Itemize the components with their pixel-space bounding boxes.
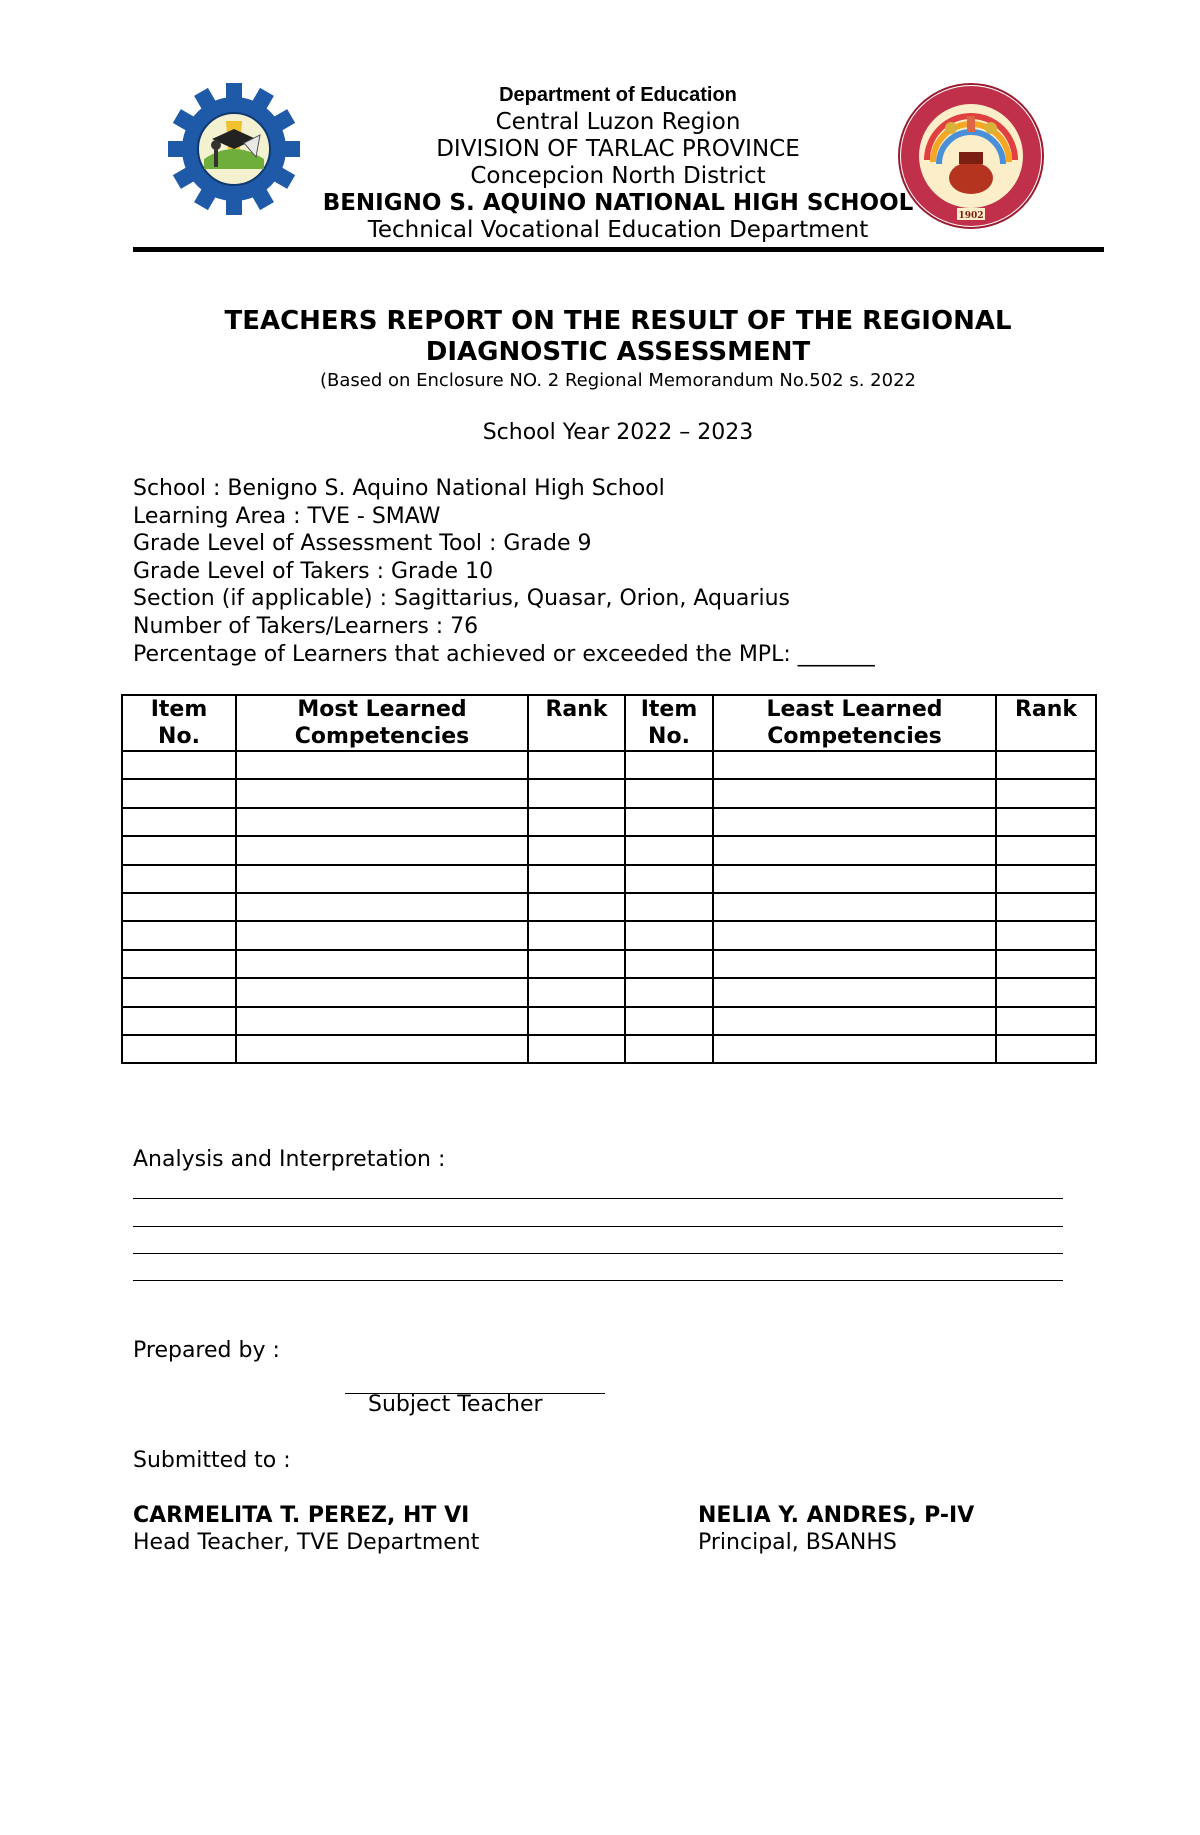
signatory-name: CARMELITA T. PEREZ, HT VI xyxy=(133,1503,470,1528)
district-name: Concepcion North District xyxy=(470,163,766,189)
table-cell[interactable] xyxy=(996,865,1096,893)
table-cell[interactable] xyxy=(236,893,528,921)
table-cell[interactable] xyxy=(236,779,528,807)
table-cell[interactable] xyxy=(236,1035,528,1063)
table-cell[interactable] xyxy=(236,751,528,779)
table-cell[interactable] xyxy=(528,893,625,921)
table-cell[interactable] xyxy=(122,779,236,807)
table-cell[interactable] xyxy=(996,779,1096,807)
header-rank: Rank xyxy=(528,695,625,751)
table-row xyxy=(122,921,1096,949)
table-row xyxy=(122,1035,1096,1063)
table-cell[interactable] xyxy=(528,865,625,893)
table-cell[interactable] xyxy=(122,808,236,836)
signatory-principal xyxy=(698,1502,974,1556)
table-cell[interactable] xyxy=(996,950,1096,978)
table-cell[interactable] xyxy=(996,921,1096,949)
table-cell[interactable] xyxy=(236,978,528,1006)
table-cell[interactable] xyxy=(625,1035,713,1063)
subject-teacher-label: Subject Teacher xyxy=(368,1392,543,1417)
table-row xyxy=(122,808,1096,836)
table-cell[interactable] xyxy=(625,779,713,807)
table-cell[interactable] xyxy=(528,751,625,779)
table-cell[interactable] xyxy=(122,1035,236,1063)
department-name: Department of Education xyxy=(499,84,737,106)
title-line-1: TEACHERS REPORT ON THE RESULT OF THE REGIONAL xyxy=(224,306,1012,336)
info-grade-tool: Grade Level of Assessment Tool : Grade 9 xyxy=(133,531,592,557)
analysis-label: Analysis and Interpretation : xyxy=(133,1147,446,1172)
division-name: DIVISION OF TARLAC PROVINCE xyxy=(436,136,800,162)
table-cell[interactable] xyxy=(713,893,996,921)
school-name: BENIGNO S. AQUINO NATIONAL HIGH SCHOOL xyxy=(322,190,914,216)
analysis-line[interactable] xyxy=(133,1198,1063,1199)
signatory-title: Head Teacher, TVE Department xyxy=(133,1530,480,1555)
table-cell[interactable] xyxy=(713,1035,996,1063)
table-cell[interactable] xyxy=(713,1007,996,1035)
table-row xyxy=(122,978,1096,1006)
table-cell[interactable] xyxy=(625,921,713,949)
table-row xyxy=(122,865,1096,893)
table-row xyxy=(122,950,1096,978)
letterhead-text xyxy=(0,82,1200,244)
table-cell[interactable] xyxy=(996,1007,1096,1035)
table-cell[interactable] xyxy=(713,978,996,1006)
table-cell[interactable] xyxy=(625,751,713,779)
table-cell[interactable] xyxy=(236,921,528,949)
report-title xyxy=(0,306,1200,368)
table-cell[interactable] xyxy=(122,751,236,779)
table-cell[interactable] xyxy=(528,836,625,864)
table-cell[interactable] xyxy=(713,950,996,978)
table-cell[interactable] xyxy=(996,1035,1096,1063)
table-row xyxy=(122,1007,1096,1035)
table-cell[interactable] xyxy=(528,921,625,949)
table-cell[interactable] xyxy=(996,893,1096,921)
table-cell[interactable] xyxy=(996,836,1096,864)
table-cell[interactable] xyxy=(713,921,996,949)
table-cell[interactable] xyxy=(236,808,528,836)
analysis-line[interactable] xyxy=(133,1226,1063,1227)
table-cell[interactable] xyxy=(528,950,625,978)
table-cell[interactable] xyxy=(625,1007,713,1035)
signatory-head-teacher xyxy=(133,1502,479,1556)
table-cell[interactable] xyxy=(625,978,713,1006)
table-row xyxy=(122,836,1096,864)
table-cell[interactable] xyxy=(528,808,625,836)
table-cell[interactable] xyxy=(122,950,236,978)
info-learning-area: Learning Area : TVE - SMAW xyxy=(133,503,441,529)
table-cell[interactable] xyxy=(122,865,236,893)
signatory-name: NELIA Y. ANDRES, P-IV xyxy=(698,1503,975,1528)
header-item-no-2: Item No. xyxy=(625,695,713,751)
table-cell[interactable] xyxy=(122,978,236,1006)
report-info xyxy=(133,475,875,668)
table-cell[interactable] xyxy=(122,893,236,921)
table-cell[interactable] xyxy=(122,1007,236,1035)
analysis-line[interactable] xyxy=(133,1253,1063,1254)
table-cell[interactable] xyxy=(625,950,713,978)
info-school: School : Benigno S. Aquino National High School xyxy=(133,476,665,501)
title-line-2: DIAGNOSTIC ASSESSMENT xyxy=(425,337,811,367)
header-least-learned: Least Learned Competencies xyxy=(713,695,996,751)
info-grade-takers: Grade Level of Takers : Grade 10 xyxy=(133,558,494,584)
header-most-learned: Most Learned Competencies xyxy=(236,695,528,751)
table-cell[interactable] xyxy=(713,865,996,893)
table-body xyxy=(122,751,1096,1063)
table-cell[interactable] xyxy=(236,865,528,893)
table-row xyxy=(122,751,1096,779)
competencies-table xyxy=(121,694,1097,1064)
table-cell[interactable] xyxy=(528,1035,625,1063)
table-cell[interactable] xyxy=(713,836,996,864)
table-cell[interactable] xyxy=(625,808,713,836)
report-subtitle: (Based on Enclosure NO. 2 Regional Memorandum No.502 s. 2022 xyxy=(320,370,916,391)
table-cell[interactable] xyxy=(236,950,528,978)
table-cell[interactable] xyxy=(528,1007,625,1035)
table-cell[interactable] xyxy=(713,751,996,779)
table-row xyxy=(122,893,1096,921)
region-name: Central Luzon Region xyxy=(495,109,741,135)
table-cell[interactable] xyxy=(528,779,625,807)
table-cell[interactable] xyxy=(236,836,528,864)
table-cell[interactable] xyxy=(713,808,996,836)
info-percentage: Percentage of Learners that achieved or exceeded the MPL: _______ xyxy=(133,641,875,667)
table-cell[interactable] xyxy=(996,808,1096,836)
table-cell[interactable] xyxy=(996,751,1096,779)
header-item-no: Item No. xyxy=(122,695,236,751)
header-divider xyxy=(133,247,1104,252)
table-cell[interactable] xyxy=(625,836,713,864)
signatory-title: Principal, BSANHS xyxy=(698,1530,897,1555)
info-section: Section (if applicable) : Sagittarius, Quasar, Orion, Aquarius xyxy=(133,586,790,612)
seal-year-text: 1902 xyxy=(958,211,984,221)
submitted-to-label: Submitted to : xyxy=(133,1448,291,1473)
department-unit: Technical Vocational Education Department xyxy=(367,217,869,243)
table-cell[interactable] xyxy=(996,978,1096,1006)
prepared-by-label: Prepared by : xyxy=(133,1338,280,1363)
table-cell[interactable] xyxy=(713,779,996,807)
info-num-takers: Number of Takers/Learners : 76 xyxy=(133,613,479,639)
table-cell[interactable] xyxy=(236,1007,528,1035)
school-year: School Year 2022 – 2023 xyxy=(482,420,754,445)
table-cell[interactable] xyxy=(625,865,713,893)
table-cell[interactable] xyxy=(122,921,236,949)
header-rank-2: Rank xyxy=(996,695,1096,751)
table-row xyxy=(122,779,1096,807)
analysis-line[interactable] xyxy=(133,1280,1063,1281)
table-cell[interactable] xyxy=(625,893,713,921)
table-header-row xyxy=(122,695,1096,751)
table-cell[interactable] xyxy=(122,836,236,864)
table-cell[interactable] xyxy=(528,978,625,1006)
